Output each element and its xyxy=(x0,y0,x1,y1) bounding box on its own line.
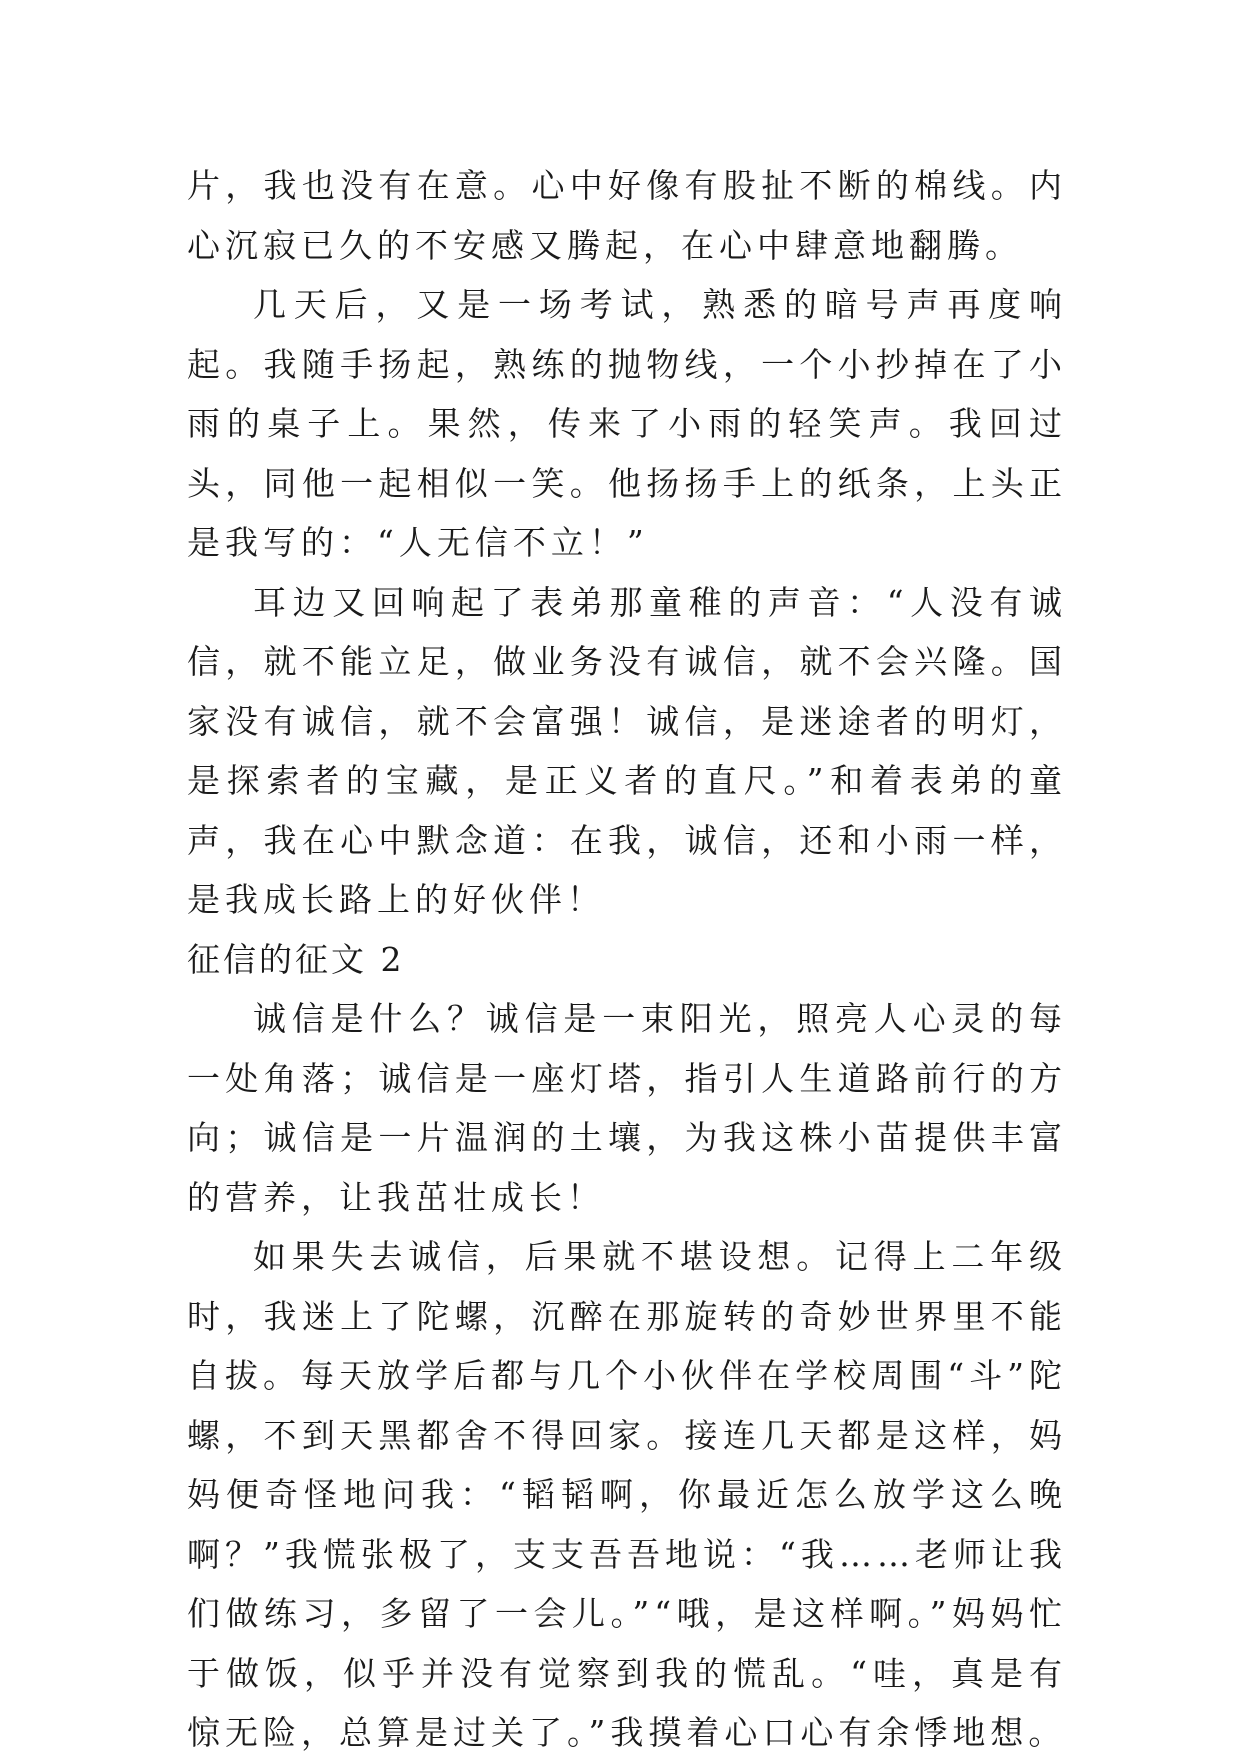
paragraph: 耳边又回响起了表弟那童稚的声音：“人没有诚信，就不能立足，做业务没有诚信，就不会兴隆。国家没有诚信，就不会富强！诚信，是迷途者的明灯，是探索者的宝藏，是正义者的直尺。”和着表弟的童声，我在心中默念道：在我，诚信，还和小雨一样，是我成长路上的好伙伴！ xyxy=(187,582,1067,919)
paragraph: 诚信是什么？诚信是一束阳光，照亮人心灵的每一处角落；诚信是一座灯塔，指引人生道路前行的方向；诚信是一片温润的土壤，为我这株小苗提供丰富的营养，让我茁壮成长！ xyxy=(187,999,1067,1217)
paragraph: 如果失去诚信，后果就不堪设想。记得上二年级时，我迷上了陀螺，沉醉在那旋转的奇妙世界里不能自拔。每天放学后都与几个小伙伴在学校周围“斗”陀螺，不到天黑都舍不得回家。接连几天都是这样，妈妈便奇怪地问我：“韬韬啊，你最近怎么放学这么晚啊？”我慌张极了，支支吾吾地说：“我……老师让我们做练习，多留了一会儿。”“哦，是这样啊。”妈妈忙于做饭，似乎并没有觉察到我的慌乱。“哇，真是有惊无险，总算是过关了。”我摸着心口心有余悸地想。 xyxy=(187,1237,1067,1752)
section-heading: 征信的征文 2 xyxy=(187,939,405,979)
document-body xyxy=(187,156,1067,1763)
paragraph: 几天后，又是一场考试，熟悉的暗号声再度响起。我随手扬起，熟练的抛物线，一个小抄掉在了小雨的桌子上。果然，传来了小雨的轻笑声。我回过头，同他一起相似一笑。他扬扬手上的纸条，上头正是我写的：“人无信不立！” xyxy=(187,285,1067,562)
paragraph-continued: 片，我也没有在意。心中好像有股扯不断的棉线。内心沉寂已久的不安感又腾起，在心中肆意地翻腾。 xyxy=(187,166,1067,265)
